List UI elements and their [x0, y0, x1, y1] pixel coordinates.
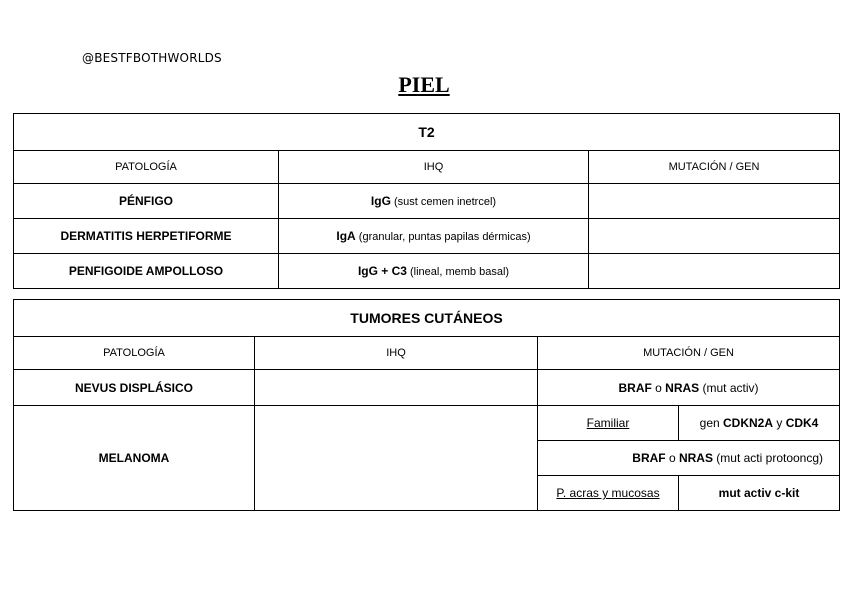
cell-mutacion: [589, 254, 840, 289]
table-row: [14, 219, 840, 254]
cell-ihq: [279, 219, 589, 254]
header-ihq: IHQ: [255, 337, 538, 370]
cell-mutacion: [589, 219, 840, 254]
cell-patologia: PÉNFIGO: [14, 184, 279, 219]
cell-ckit: mut activ c-kit: [679, 476, 840, 511]
table-row: [14, 370, 840, 406]
table-row: [14, 406, 840, 441]
cell-mutacion: [538, 370, 840, 406]
gene-braf: BRAF: [618, 380, 652, 395]
table-row: [14, 184, 840, 219]
cell-patologia: MELANOMA: [14, 406, 255, 511]
ihq-detail: (granular, puntas papilas dérmicas): [355, 230, 531, 243]
mutation-detail: (mut acti protooncg): [712, 451, 824, 465]
cell-patologia: DERMATITIS HERPETIFORME: [14, 219, 279, 254]
cell-mutacion: [589, 184, 840, 219]
t2-table: [13, 113, 840, 289]
subgroup-familiar: Familiar: [538, 406, 679, 441]
header-patologia: PATOLOGÍA: [14, 151, 279, 184]
cell-braf-nras: [538, 441, 840, 476]
cell-ihq: [255, 370, 538, 406]
conjunction: y: [773, 416, 786, 430]
watermark: @BESTFBOTHWORLDS: [82, 51, 222, 65]
cell-ihq: [279, 184, 589, 219]
header-mutacion: MUTACIÓN / GEN: [538, 337, 840, 370]
mutation-detail: (mut activ): [699, 380, 759, 395]
subgroup-acras-mucosas: P. acras y mucosas: [538, 476, 679, 511]
cell-familiar-genes: [679, 406, 840, 441]
ihq-marker: IgG + C3: [357, 263, 407, 278]
gene-prefix: gen: [699, 416, 723, 430]
header-ihq: IHQ: [279, 151, 589, 184]
gene-cdkn2a: CDKN2A: [723, 416, 774, 430]
section-title-t2: T2: [14, 114, 840, 151]
ihq-detail: (lineal, memb basal): [406, 265, 510, 278]
gene-nras: NRAS: [665, 380, 700, 395]
ihq-detail: (sust cemen inetrcel): [390, 195, 497, 208]
cell-patologia: PENFIGOIDE AMPOLLOSO: [14, 254, 279, 289]
cell-patologia: NEVUS DISPLÁSICO: [14, 370, 255, 406]
page-title: PIEL: [398, 72, 450, 97]
ihq-marker: IgA: [336, 228, 356, 243]
table-row: [14, 254, 840, 289]
header-patologia: PATOLOGÍA: [14, 337, 255, 370]
header-mutacion: MUTACIÓN / GEN: [589, 151, 840, 184]
gene-nras: NRAS: [678, 451, 713, 465]
section-title-tumores: TUMORES CUTÁNEOS: [14, 300, 840, 337]
gene-cdk4: CDK4: [785, 416, 819, 430]
cell-ihq: [279, 254, 589, 289]
gene-braf: BRAF: [632, 451, 666, 465]
conjunction: o: [665, 451, 679, 465]
conjunction: o: [651, 380, 666, 395]
ihq-marker: IgG: [370, 193, 391, 208]
tumores-table: [13, 299, 840, 511]
cell-ihq: [255, 406, 538, 511]
